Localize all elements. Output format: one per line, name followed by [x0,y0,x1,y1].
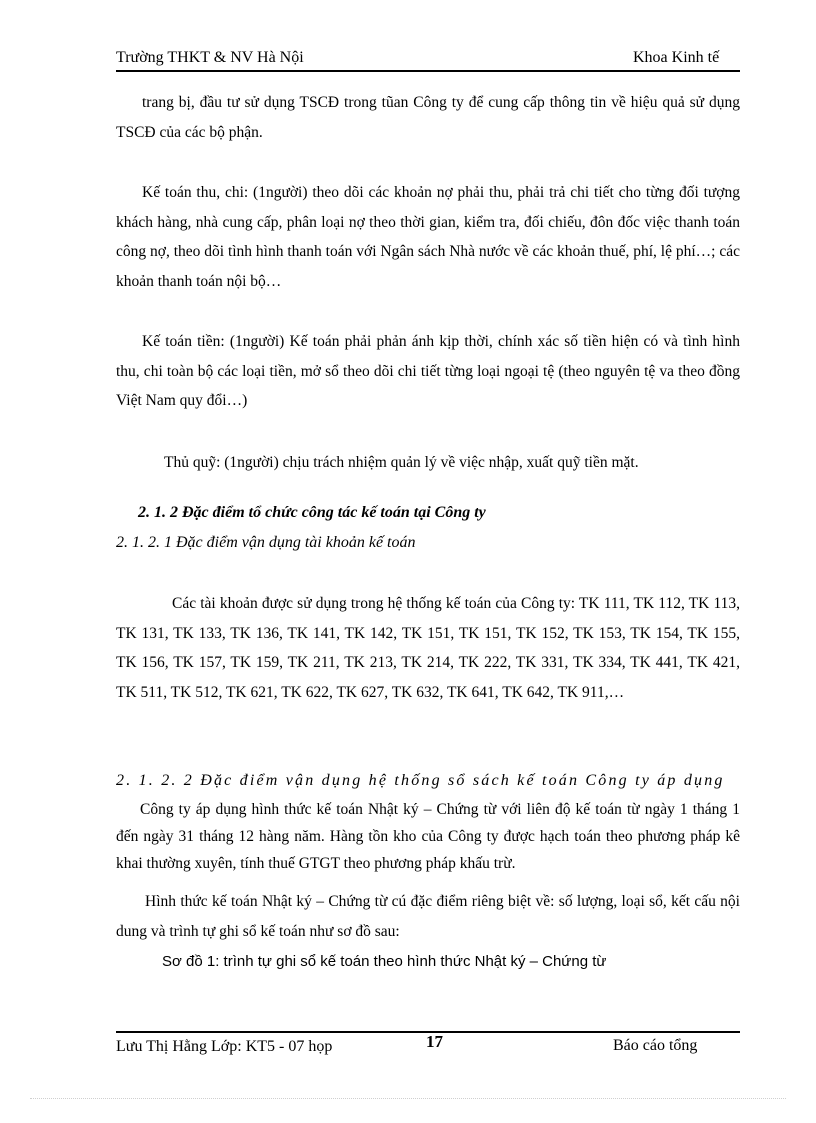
header-faculty: Khoa Kinh tế [633,49,720,66]
heading-2-1-2: 2. 1. 2 Đặc điểm tổ chức công tác kế toán tại Công ty [138,504,486,521]
paragraph-tscd: trang bị, đầu tư sử dụng TSCĐ trong tũan Công ty để cung cấp thông tin về hiệu quả sử dụng TSCĐ của các bộ phận. [116,94,740,141]
heading-2-1-2-1: 2. 1. 2. 1 Đặc điểm vận dụng tài khoản kế toán [116,534,416,551]
paragraph-ke-toan-thu-chi: Kế toán thu, chi: (1người) theo dõi các khoản nợ phải thu, phải trả chi tiết cho từng đối tượng khách hàng, nhà cung cấp, phân loại nợ theo thời gian, kiểm tra, đối chiếu, đôn đốc việc thanh toán công nợ, theo dõi tình hình thanh toán với Ngân sách Nhà nước về các khoản thuế, phí, lệ phí…; các khoản thanh toán nội bộ… [116,184,740,290]
diagram-caption: Sơ đồ 1: trình tự ghi sổ kế toán theo hình thức Nhật ký – Chứng từ [162,953,607,970]
paragraph-ke-toan-tien: Kế toán tiền: (1người) Kế toán phải phản ánh kịp thời, chính xác số tiền hiện có và tình hình thu, chi toàn bộ các loại tiền, mở sổ theo dõi chi tiết từng loại ngoại tệ (theo nguyên tệ va theo đồng Việt Nam quy đổi…) [116,333,740,409]
footer-report-title: Báo cáo tổng [613,1037,698,1054]
header-divider [116,70,740,72]
paragraph-tai-khoan: Các tài khoản được sử dụng trong hệ thống kế toán của Công ty: TK 111, TK 112, TK 113, TK 131, TK 133, TK 136, TK 141, TK 142, TK 151, TK 151, TK 152, TK 153, TK 154, TK 155, TK 156, TK 157, TK 159, TK 211, TK 213, TK 214, TK 222, TK 331, TK 334, TK 441, TK 421, TK 511, TK 512, TK 621, TK 622, TK 627, TK 632, TK 641, TK 642, TK 911,… [116,595,740,701]
paragraph-hinh-thuc: Hình thức kế toán Nhật ký – Chứng từ cú đặc điểm riêng biệt về: số lượng, loại sổ, kết cấu nội dung và trình tự ghi sổ kế toán như sơ đồ sau: [116,893,740,940]
heading-2-1-2-2: 2. 1. 2. 2 Đặc điểm vận dụng hệ thống sổ sách kế toán Công ty áp dụng [116,772,725,789]
header-school: Trường THKT & NV Hà Nội [116,49,304,66]
paragraph-nhat-ky-chung-tu: Công ty áp dụng hình thức kế toán Nhật ký – Chứng từ với liên độ kế toán từ ngày 1 tháng 1 đến ngày 31 tháng 12 hàng năm. Hàng tồn kho của Công ty được hạch toán theo phương pháp kê khai thường xuyên, tính thuế GTGT theo phương pháp khấu trừ. [116,801,740,872]
page-bottom-dotted-edge [30,1098,786,1099]
footer-author: Lưu Thị Hằng Lớp: KT5 - 07 họp [116,1038,333,1055]
paragraph-thu-quy: Thủ quỹ: (1người) chịu trách nhiệm quản lý về việc nhập, xuất quỹ tiền mặt. [164,454,639,471]
page-number: 17 [426,1032,443,1051]
